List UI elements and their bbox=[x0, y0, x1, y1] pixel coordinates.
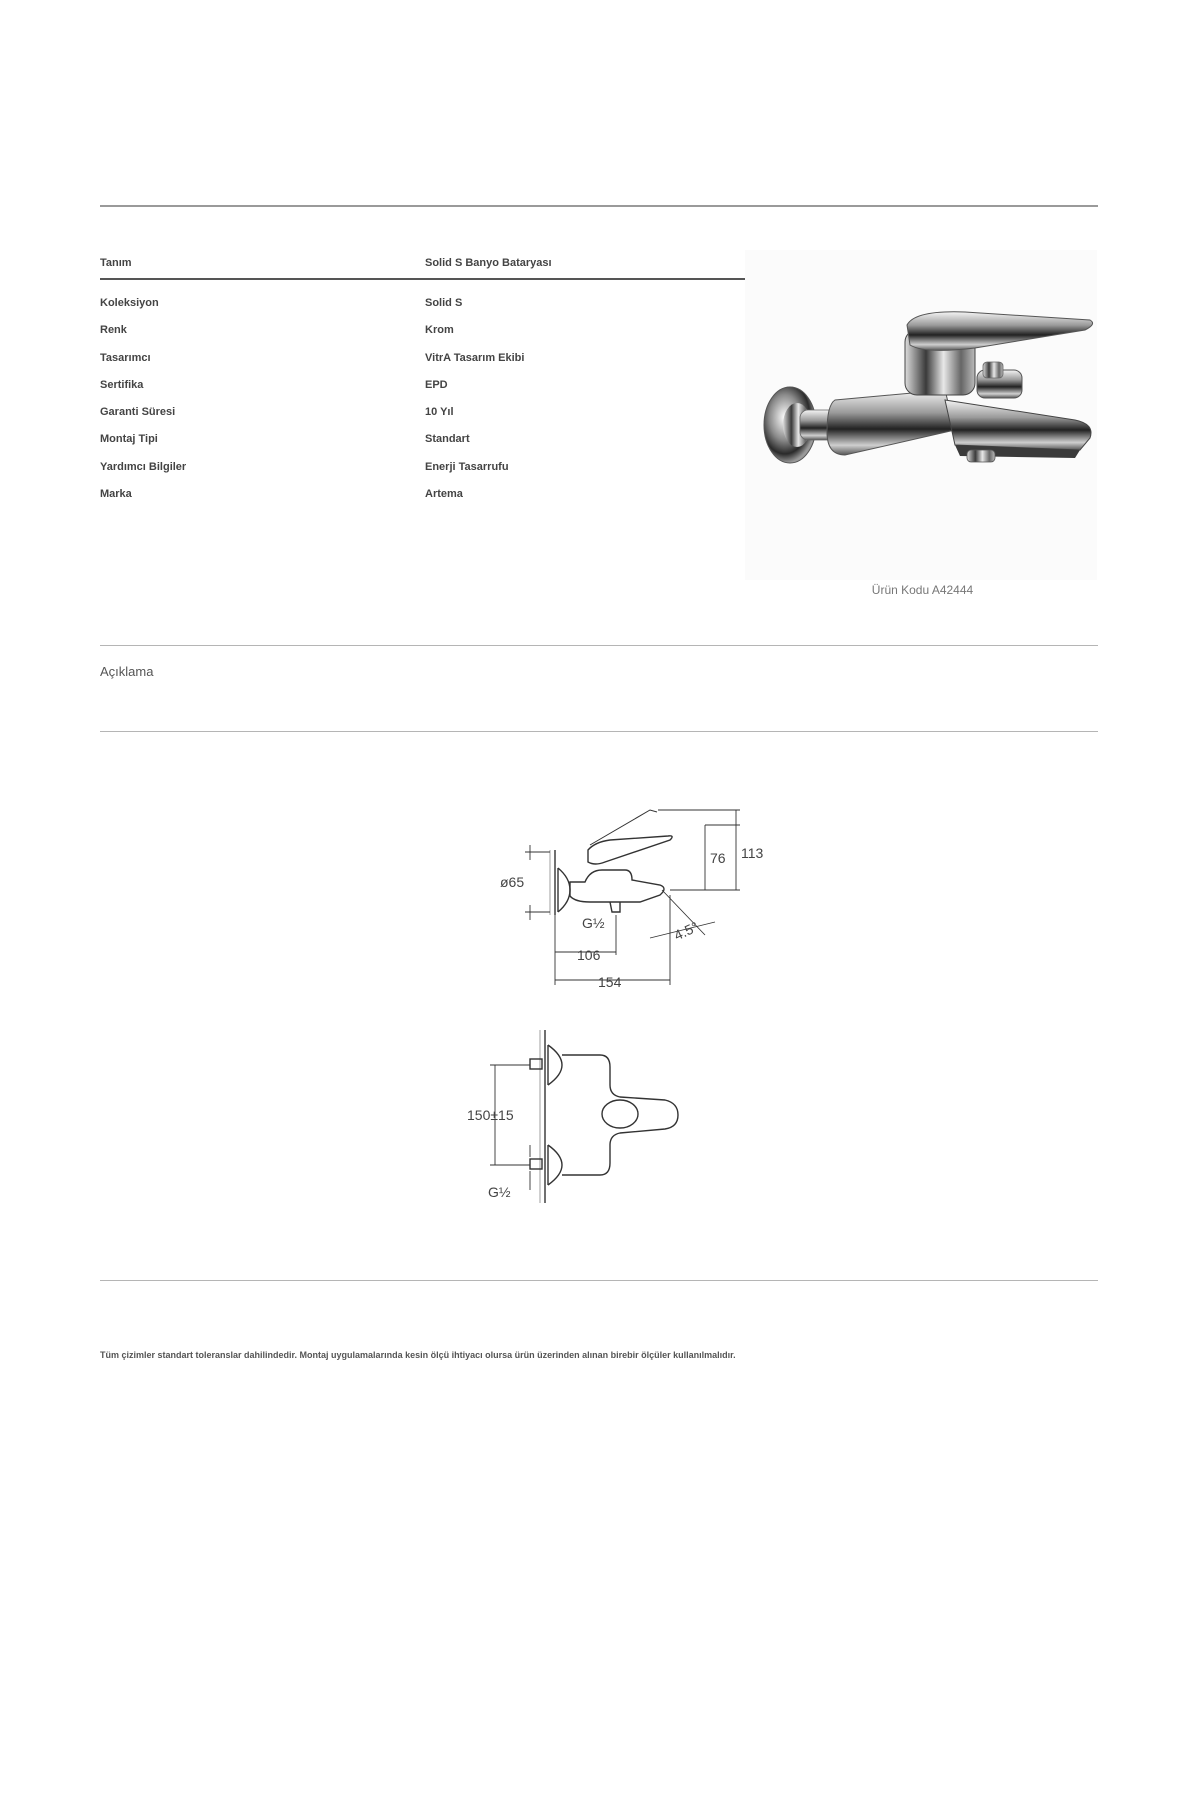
spec-header-value: Solid S Banyo Bataryası bbox=[425, 257, 552, 269]
spec-row-sertifika bbox=[100, 378, 750, 405]
spec-label: Montaj Tipi bbox=[100, 433, 158, 446]
product-code: Ürün Kodu A42444 bbox=[871, 583, 974, 597]
description-label: Açıklama bbox=[100, 664, 154, 679]
dim-thread-front: G½ bbox=[488, 1184, 511, 1200]
description-bottom-divider bbox=[100, 731, 1098, 732]
spec-label: Tasarımcı bbox=[100, 351, 151, 364]
spec-label: Garanti Süresi bbox=[100, 406, 176, 419]
spec-table-body bbox=[100, 280, 750, 514]
dim-length: 154 bbox=[598, 974, 622, 990]
spec-label: Marka bbox=[100, 488, 132, 501]
spec-table bbox=[100, 256, 750, 514]
spec-value: 10 Yıl bbox=[425, 406, 454, 419]
dim-height-total: 113 bbox=[741, 845, 764, 861]
spec-label: Sertifika bbox=[100, 378, 144, 391]
dim-height-handle: 76 bbox=[710, 850, 726, 866]
top-divider bbox=[100, 205, 1098, 207]
spec-value: Artema bbox=[425, 488, 463, 501]
spec-value: Standart bbox=[425, 433, 470, 446]
spec-row-koleksiyon bbox=[100, 296, 750, 323]
dim-spout: 106 bbox=[577, 947, 601, 963]
dim-centers: 150±15 bbox=[467, 1107, 514, 1123]
spec-value: Enerji Tasarrufu bbox=[425, 460, 509, 473]
spec-label: Koleksiyon bbox=[100, 297, 159, 309]
spec-row-montaj bbox=[100, 432, 750, 459]
spec-label: Yardımcı Bilgiler bbox=[100, 460, 187, 473]
dim-diameter: ø65 bbox=[500, 874, 525, 890]
spec-row-garanti bbox=[100, 405, 750, 432]
spec-value: EPD bbox=[425, 378, 448, 391]
spec-label: Renk bbox=[100, 324, 127, 337]
spec-row-tasarimci bbox=[100, 351, 750, 378]
product-image bbox=[745, 250, 1097, 580]
spec-value: Solid S bbox=[425, 297, 463, 309]
dim-thread-side: G½ bbox=[582, 915, 605, 931]
drawings-bottom-divider bbox=[100, 1280, 1098, 1281]
spec-table-header bbox=[100, 256, 750, 280]
technical-drawing-front bbox=[460, 1025, 720, 1215]
spec-row-renk bbox=[100, 323, 750, 350]
spec-row-marka bbox=[100, 487, 750, 514]
faucet-illustration bbox=[745, 250, 1097, 580]
footnote: Tüm çizimler standart toleranslar dahilindedir. Montaj uygulamalarında kesin ölçü ihtiyacı olursa ürün üzerinden alınan birebir ölçüler kullanılmalıdır. bbox=[100, 1350, 736, 1360]
spec-row-yardimci bbox=[100, 460, 750, 487]
spec-value: VitrA Tasarım Ekibi bbox=[425, 351, 525, 364]
spec-value: Krom bbox=[425, 324, 454, 337]
spec-header-label: Tanım bbox=[100, 257, 132, 269]
side-view-drawing bbox=[470, 790, 770, 1000]
technical-drawing-side bbox=[470, 790, 770, 1000]
description-top-divider bbox=[100, 645, 1098, 646]
front-view-drawing bbox=[460, 1025, 720, 1215]
dim-angle: 4.5° bbox=[671, 918, 701, 944]
